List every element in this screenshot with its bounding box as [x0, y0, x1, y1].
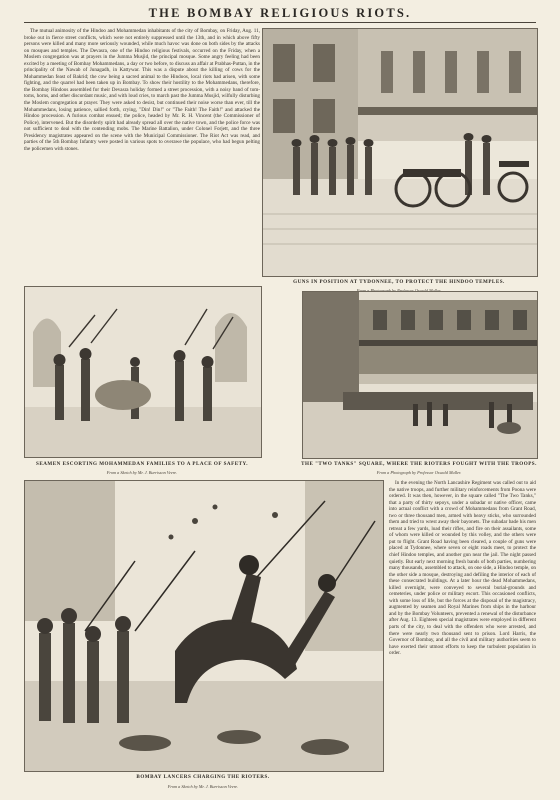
seamen-engraving	[25, 287, 261, 457]
page-title: THE BOMBAY RELIGIOUS RIOTS.	[148, 6, 412, 20]
illustration-bombay-lancers	[24, 480, 384, 772]
article-paragraph-2: In the evening the North Lancashire Regiment was called out to aid the native troops, and further military reinforcements from Poona were ordered. It was then, however, in the square called "The Two Tanks," that a party of thirty sepoys, under a subadar or native officer, came into actual conflict with a crowd of Mohammedans from Grant Road, two or three thousand men, armed with heavy sticks, who surrounded them and tried to wrest away their bayonets. The subadar bade his men retreat a few yards, load their rifles, and fire on their assailants, some of whom were killed or wounded by this volley, and the others were put to flight. Grant Road having been cleared, a couple of guns were placed at Tydonnee, where seven or eight roads meet, to protect the chief Hindoo temples, and another gun near the jail. The night passed quietly. But early next morning fresh bands of both parties, numbering many thousands, assembled to attack, on one side, a Hindoo temple, on the other side a mosque, destroying and defiling the interior of each of these consecrated buildings. At a later hour the dead Mohammedans, killed overnight, were conveyed to several burial-grounds and cemeteries, under police or military escort. This occasioned conflicts, with some loss of life, but the forces at the disposal of the magistracy, augmented by seamen and Royal Marines from ships in the harbour and by the Bombay Volunteers, prevented a renewal of the disturbance after Aug. 13. Eighteen special magistrates were employed in different parts of the city, to deal with the offenders who were arrested, and there were nearly two thousand sent to prison. Lord Harris, the Governor of Bombay, and all the civil and military authorities seem to have exerted their utmost efforts to keep the turbulent population in order.	[389, 480, 536, 657]
two-tanks-engraving	[303, 292, 537, 458]
title-rule	[24, 22, 536, 23]
credit-seamen: From a Sketch by Mr. J. Burrisson Veere.	[106, 470, 178, 475]
illustration-seamen-escorting	[24, 286, 262, 458]
caption-lancers: BOMBAY LANCERS CHARGING THE RIOTERS.	[136, 774, 270, 780]
illustration-guns-at-tydonnee	[262, 28, 538, 277]
caption-seamen: SEAMEN ESCORTING MOHAMMEDAN FAMILIES TO A PLACE OF SAFETY.	[36, 461, 248, 467]
article-paragraph-1: The mutual animosity of the Hindoo and Mohammedan inhabitants of the city of Bombay, on Friday, Aug. 11, broke out in fierce street conflicts, which were not entirely suppressed until the 13th, and in which above fifty persons were killed and many more seriously wounded, while much havoc was done on both sides by the attacks on mosques and temples. The Devasra, one of the Hindoo religious festivals, occurred on the Friday, when a Moslem congregation was at prayers in the Jumma Musjid, the principal mosque. Some angry feeling had been excited by a meeting of Bombay Mohammedans, a day or two before, to discuss an affair at Prabhas-Puttan, in the principality of the Nawab of Junagadh, in Kattywar. This was a dispute about the killing of cows for the Mohammedan feast of Bakrid; the cow being a sacred animal to the Hindoos, local riots had arisen, with some fighting, and the quarrel had been taken up in Bombay. To show their hostility to the Mohammedans, therefore, the Bombay Hindoos assembled for their Devasra holiday formed a street procession, with a noisy band of tom-toms, horns, and other discordant music, and with loud cries, to march past the Jumma Musjid, wilfully disturbing the Moslem congregation at prayer. They were asked to desist, but continued their noise worse than ever, till the Mohammedans, losing patience, sallied forth, crying, "Din! Din!" or "The Faith! The Faith!" and attacked the Hindoo procession. A furious combat ensued; the police, headed by Mr. R. H. Vincent (the Commissioner of Police), intervened. But the disorderly spirit had already spread all over the native town, and the police force was not sufficient to deal with the contending mobs. The Marine Battalion, under Colonel Forjett, and the three Presidency magistrates appeared on the scene with the Municipal Commissioner. The Riot Act was read, and parties of the 5th Bombay Infantry were posted in various spots to overawe the populace, who had begun pelting the policemen with stones.	[24, 28, 260, 152]
article-text-part-1	[24, 28, 260, 283]
caption-guns: GUNS IN POSITION AT TYDONNEE, TO PROTECT THE HINDOO TEMPLES.	[293, 279, 505, 285]
caption-two-tanks: THE "TWO TANKS" SQUARE, WHERE THE RIOTERS FOUGHT WITH THE TROOPS.	[301, 461, 537, 467]
credit-lancers: From a Sketch by Mr. J. Burrisson Veere.	[167, 784, 239, 789]
lancers-engraving	[25, 481, 383, 771]
credit-two-tanks: From a Photograph by Professor Oswald Muller.	[376, 470, 462, 475]
illustration-two-tanks-square	[302, 291, 538, 459]
guns-engraving	[263, 29, 537, 276]
article-text-part-2	[389, 480, 536, 796]
